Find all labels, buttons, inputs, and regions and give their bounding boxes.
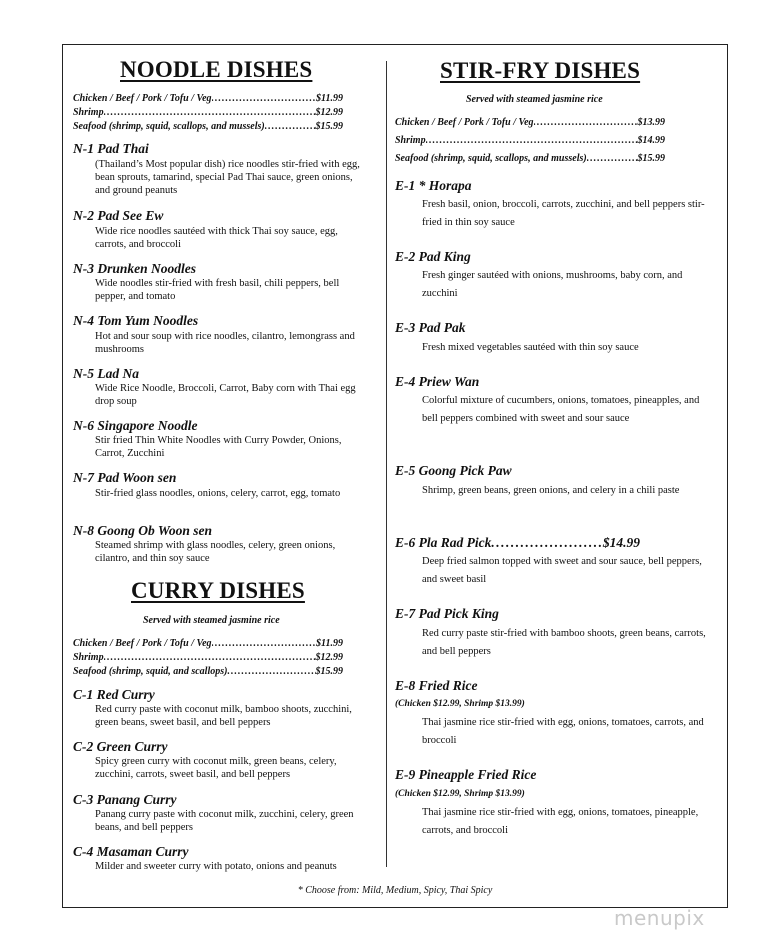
stirfry-price-line: Seafood (shrimp, squid, scallops, and mussels) ..... $15.99 [395, 152, 665, 166]
dish-name: N-2 Pad See Ew [73, 208, 164, 223]
dish-price: $14.99 [602, 535, 640, 550]
stirfry-subtitle: Served with steamed jasmine rice [466, 94, 603, 105]
curry-price-line: Seafood (shrimp, squid, and scallops) ..... $15.99 [73, 665, 343, 679]
dish-description: Fresh mixed vegetables sautéed with thin soy sauce [422, 342, 639, 353]
stirfry-price-line: Shrimp ..... $14.99 [395, 134, 665, 148]
dish-name: E-9 Pineapple Fried Rice [395, 767, 537, 782]
dish-description: Wide Rice Noodle, Broccoli, Carrot, Baby corn with Thai egg drop soup [95, 383, 356, 407]
dish-name: N-4 Tom Yum Noodles [73, 313, 199, 328]
dish-name: C-2 Green Curry [73, 739, 168, 754]
dish-name: C-3 Panang Curry [73, 792, 177, 807]
dish-description: Red curry paste with coconut milk, bamboo shoots, zucchini, green beans, sweet basil, and bell peppers [95, 704, 352, 728]
dish-name: E-2 Pad King [395, 249, 471, 264]
dish-description: Fresh ginger sautéed with onions, mushrooms, baby corn, and zucchini [422, 270, 683, 299]
dish-name: E-4 Priew Wan [395, 374, 480, 389]
dish-name: C-4 Masaman Curry [73, 844, 189, 859]
dish-name: E-5 Goong Pick Paw [395, 463, 512, 478]
curry-section-title: CURRY DISHES [131, 578, 305, 603]
dish-description: Thai jasmine rice stir-fried with egg, onions, tomatoes, carrots, and broccoli [422, 717, 704, 746]
dish-name: E-3 Pad Pak [395, 320, 466, 335]
dish-price-note: (Chicken $12.99, Shrimp $13.99) [395, 699, 525, 709]
dish-description: Spicy green curry with coconut milk, green beans, celery, zucchini, carrots, sweet basil, and bell peppers [95, 756, 337, 780]
dish-name: N-3 Drunken Noodles [73, 261, 197, 276]
dish-description: Milder and sweeter curry with potato, onions and peanuts [95, 861, 337, 872]
dish-price-note: (Chicken $12.99, Shrimp $13.99) [395, 789, 525, 799]
curry-price-line: Shrimp ..... $12.99 [73, 651, 343, 665]
noodle-price-line: Seafood (shrimp, squid, scallops, and mussels) ..... $15.99 [73, 120, 343, 134]
watermark-logo: menupix [614, 906, 705, 930]
dish-description: Shrimp, green beans, green onions, and celery in a chili paste [422, 485, 680, 496]
dish-description: Deep fried salmon topped with sweet and sour sauce, bell peppers, and sweet basil [422, 556, 702, 585]
noodle-section-title: NOODLE DISHES [120, 57, 313, 82]
dish-name: N-6 Singapore Noodle [73, 418, 198, 433]
dish-description: Wide noodles stir-fried with fresh basil, chili peppers, bell pepper, and tomato [95, 278, 340, 302]
noodle-price-line: Chicken / Beef / Pork / Tofu / Veg ..... $11.99 [73, 92, 343, 106]
dish-description: Stir fried Thin White Noodles with Curry Powder, Onions, Carrot, Zucchini [95, 435, 342, 459]
dish-description: Thai jasmine rice stir-fried with egg, onions, tomatoes, pineapple, carrots, and broccoli [422, 807, 699, 836]
dish-description: (Thailand’s Most popular dish) rice noodles stir-fried with egg, bean sprouts, tamarind, special Pad Thai sauce, green onions, and ground peanuts [95, 159, 360, 196]
dish-description: Colorful mixture of cucumbers, onions, tomatoes, pineapples, and bell peppers combined with sweet and sour sauce [422, 395, 700, 424]
dish-name: N-5 Lad Na [73, 366, 139, 381]
menu-page [62, 44, 728, 908]
dish-name: E-8 Fried Rice [395, 678, 478, 693]
spice-level-footnote: * Choose from: Mild, Medium, Spicy, Thai Spicy [297, 885, 493, 896]
dish-description: Steamed shrimp with glass noodles, celery, green onions, cilantro, and thin soy sauce [95, 540, 336, 564]
dish-name: N-8 Goong Ob Woon sen [73, 523, 213, 538]
noodle-price-line: Shrimp ..... $12.99 [73, 106, 343, 120]
dish-name: E-1 * Horapa [395, 178, 472, 193]
dish-name: N-1 Pad Thai [73, 141, 149, 156]
dish-name: E-7 Pad Pick King [395, 606, 499, 621]
dish-name: N-7 Pad Woon sen [73, 470, 177, 485]
dish-description: Hot and sour soup with rice noodles, cilantro, lemongrass and mushrooms [95, 331, 355, 355]
dish-description: Wide rice noodles sautéed with thick Thai soy sauce, egg, carrots, and broccoli [95, 226, 338, 250]
stirfry-price-line: Chicken / Beef / Pork / Tofu / Veg ..... $13.99 [395, 116, 665, 130]
curry-price-line: Chicken / Beef / Pork / Tofu / Veg ..... $11.99 [73, 637, 343, 651]
dish-description: Panang curry paste with coconut milk, zucchini, celery, green beans, and bell peppers [95, 809, 354, 833]
stirfry-section-title: STIR-FRY DISHES [440, 58, 641, 83]
column-divider [386, 61, 387, 867]
curry-subtitle: Served with steamed jasmine rice [143, 615, 280, 626]
dish-description: Red curry paste stir-fried with bamboo shoots, green beans, carrots, and bell peppers [422, 628, 706, 657]
dish-description: Fresh basil, onion, broccoli, carrots, zucchini, and bell peppers stir-fried in thin soy sauce [422, 199, 705, 228]
dish-description: Stir-fried glass noodles, onions, celery, carrot, egg, tomato [95, 488, 341, 499]
dish-name: E-6 Pla Rad Pick ..... $14.99 [395, 535, 640, 551]
dish-name: C-1 Red Curry [73, 687, 155, 702]
